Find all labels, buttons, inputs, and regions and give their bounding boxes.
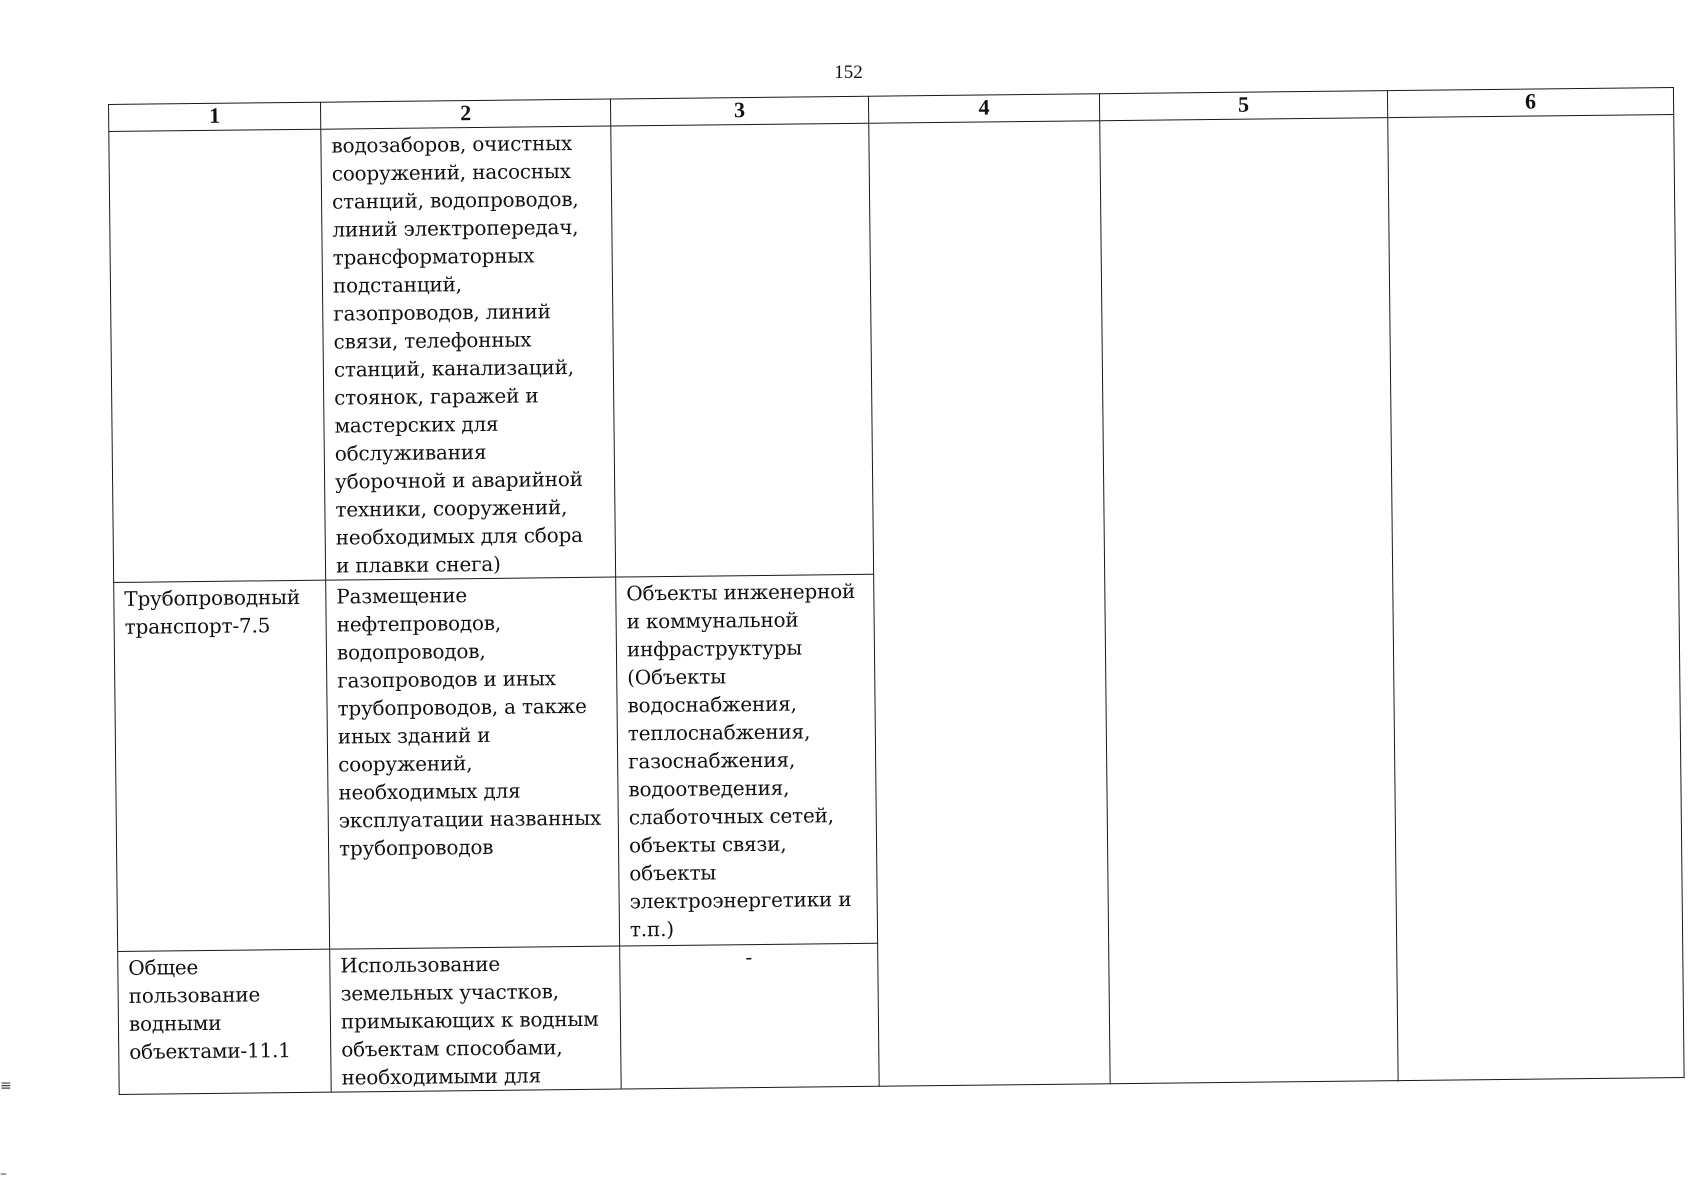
row-2-objects-cell	[616, 574, 878, 946]
row-1-description: водозаборов, очистных сооружений, насосных станций, водопроводов, линий электропередач, трансформаторных подстанций, газопроводов, линий связи, телефонных станций, канализаций, стоянок, гаражей и мастерских для обслуживания уборочной и аварийной техники, сооружений, необходимых для сбора и плавки снега)	[331, 130, 583, 578]
column-header-1: 1	[109, 102, 321, 131]
row-3-description: Использование земельных участков, примыкающих к водным объектам способами, необходимыми для	[340, 951, 599, 1090]
margin-mark-lines: ≡	[0, 1078, 12, 1094]
row-3-description-cell	[330, 946, 622, 1092]
column-5-merged-cell	[1100, 118, 1398, 1084]
margin-mark-dash: –	[0, 1166, 7, 1182]
row-2-description-cell	[326, 577, 620, 949]
column-header-6: 6	[1387, 88, 1673, 118]
row-1-use-type	[109, 130, 320, 134]
column-header-2: 2	[320, 99, 610, 129]
page-number: 152	[834, 62, 863, 83]
row-1-objects-cell	[611, 123, 874, 577]
table-container	[108, 87, 1685, 1095]
row-1-description-cell	[321, 126, 616, 580]
column-4-merged-cell	[869, 121, 1110, 1086]
row-2-use-type: Трубопроводный транспорт-7.5	[124, 584, 301, 639]
row-2-objects: Объекты инженерной и коммунальной инфраструктуры (Объекты водоснабжения, теплоснабжения, газоснабжения, водоотведения, слаботочных сетей, объекты связи, объекты электроэнергетики и т.п.)	[626, 578, 856, 942]
column-header-4: 4	[868, 94, 1099, 123]
row-3-objects-cell	[620, 943, 880, 1089]
row-3-use-type: Общее пользование водными объектами-11.1	[128, 955, 291, 1064]
row-1-use-type-cell	[109, 129, 326, 582]
row-3-use-type-cell	[118, 949, 332, 1094]
row-2-use-type-cell	[114, 580, 330, 951]
row-2-description: Размещение нефтепроводов, водопроводов, газопроводов и иных трубопроводов, а также иных зданий и сооружений, необходимых для эксплуатации названных трубопроводов	[336, 583, 602, 861]
column-header-3: 3	[610, 96, 868, 126]
column-6-merged-cell	[1388, 115, 1684, 1081]
row-3-objects-dash: -	[745, 945, 753, 970]
regulations-table	[108, 87, 1685, 1095]
table-row	[109, 115, 1679, 583]
column-header-5: 5	[1099, 91, 1387, 121]
